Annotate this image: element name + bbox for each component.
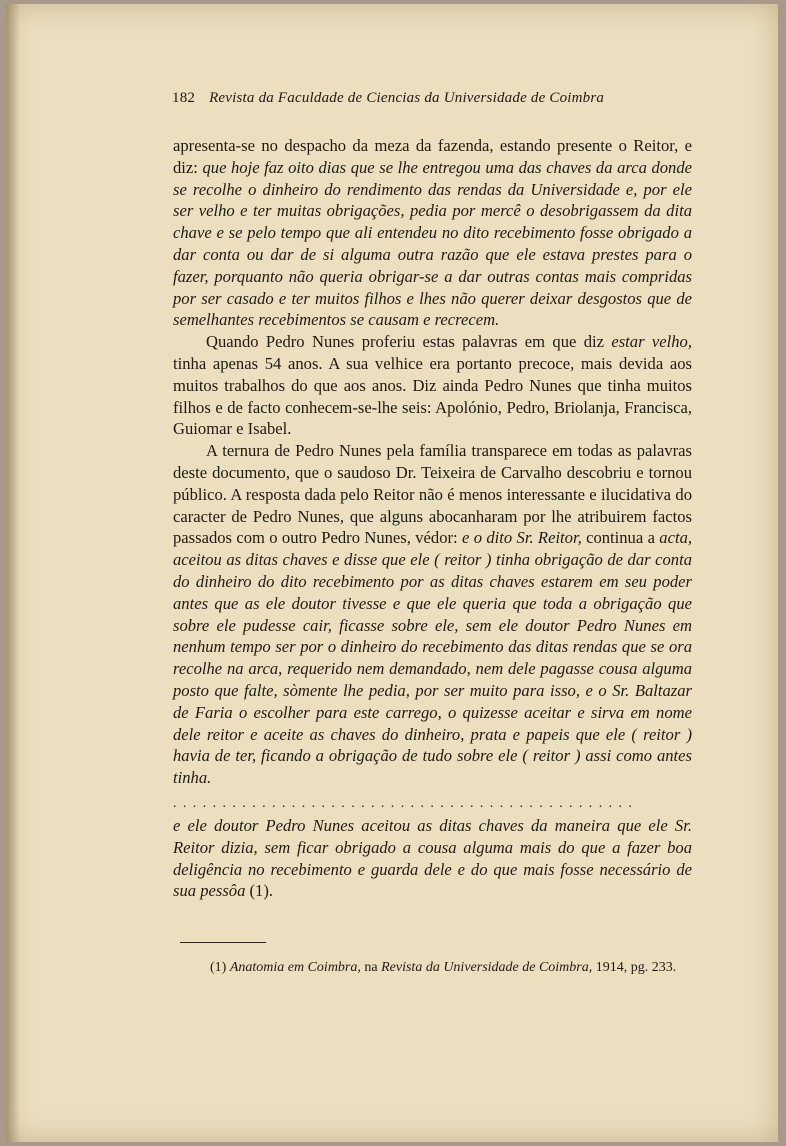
book-page: [6, 4, 778, 1142]
footnote-mid: na: [360, 960, 382, 975]
footnote-rule: [180, 942, 266, 943]
p3-italic-d: acta,: [659, 528, 693, 548]
paragraph-4: [173, 815, 692, 902]
footnote-end: 1914, pg. 233.: [592, 960, 677, 975]
p1-roman: apresenta-se no despacho da meza da fazenda, estando presente o Reitor, e diz:: [173, 136, 692, 177]
footnote: [180, 958, 692, 978]
page-number: 182: [172, 90, 196, 106]
p4-quote: e ele doutor Pedro Nunes aceitou as ditas chaves da maneira que ele Sr. Reitor dizia, sem ficar obrigado a cousa alguma mais do que a fazer boa deligência no recebimento e guarda dele e do que mais fosse necessário de sua pessôa: [173, 815, 692, 901]
paragraph-1: [173, 135, 692, 331]
paragraph-2: [173, 331, 692, 440]
p2-text-a: Quando Pedro Nunes proferiu estas palavras em que diz: [206, 332, 612, 352]
p3-text-c: continua a: [581, 528, 660, 548]
footnote-text: [180, 958, 692, 978]
p4-footnote-ref: (1).: [245, 881, 274, 901]
running-header: [172, 90, 692, 107]
p1-quote: que hoje faz oito dias que se lhe entregou uma das chaves da arca donde se recolhe o dinheiro do rendimento das rendas da Universidade e, por ele ser velho e ter muitas obrigações, pedia por mercê o desobrigassem da dita chave e se pelo tempo que ali entendeu no dito recebimento fosse obrigado a dar conta ou dar de si alguma outra razão que ele estava prestes para o fazer, porquanto não queria obrigar-se a dar outras contas mais compridas por ser casado e ter muitos filhos e lhes não querer deixar desgostos que de semelhantes recebimentos se causam e recrecem.: [173, 157, 693, 330]
paragraph-3: [173, 440, 692, 789]
footnote-marker: (1): [210, 960, 230, 975]
running-title: Revista da Faculdade de Ciencias da Universidade de Coimbra: [209, 90, 605, 106]
ellipsis-row: ...............................................: [173, 795, 639, 811]
p3-italic-b: e o dito Sr. Reitor,: [462, 528, 582, 548]
p3-quote: aceitou as ditas chaves e disse que ele ( reitor ) tinha obrigação de dar conta do dinheiro do dito recebimento por as ditas chaves estarem em seu poder antes que as ele doutor tivesse e que ele queria que toda a obrigação que sobre ele pudesse cair, ficasse sobre ele, sem ele doutor Pedro Nunes em nenhum tempo ser por o dinheiro do recebimento das ditas rendas que se ora recolhe na arca, requerido nem demandado, nem dele pagasse cousa alguma posto que falte, sòmente lhe pedia, por ser muito para isso, e o Sr. Baltazar de Faria o escolher para este carrego, o quizesse aceitar e sirva em nome dele reitor e aceite as chaves do dinheiro, prata e papeis que ele ( reitor ) havia de ter, ficando a obrigação de tudo sobre ele ( reitor ) assi como antes tinha.: [173, 550, 692, 788]
p3-text-a: A ternura de Pedro Nunes pela família transparece em todas as palavras deste documento, que o saudoso Dr. Teixeira de Carvalho descobriu e tornou público. A resposta dada pelo Reitor não é menos interessante e ilucidativa do caracter de Pedro Nunes, que alguns abocanharam por lhe atribuirem factos passados com o outro Pedro Nunes, védor:: [173, 441, 692, 548]
footnote-title: Anatomia em Coimbra,: [229, 960, 361, 975]
p2-text-c: tinha apenas 54 anos. A sua velhice era portanto precoce, mais devida aos muitos trabalhos do que aos anos. Diz ainda Pedro Nunes que tinha muitos filhos e de facto conhecem-se-lhe seis: Apolónio, Pedro, Briolanja, Francisca, Guiomar e Isabel.: [173, 353, 692, 439]
footnote-journal: Revista da Universidade de Coimbra,: [381, 960, 593, 975]
body-text: [173, 135, 692, 902]
p2-italic: estar velho,: [611, 332, 692, 352]
